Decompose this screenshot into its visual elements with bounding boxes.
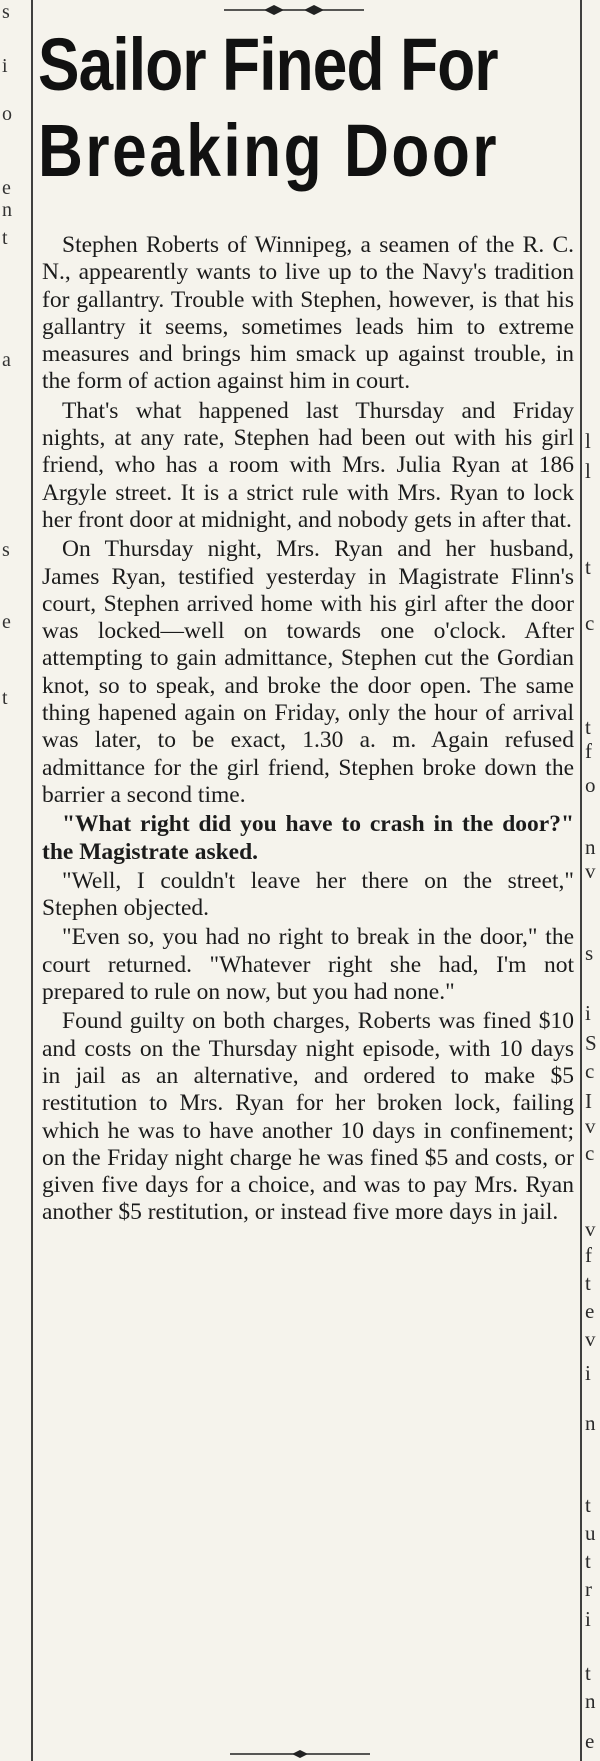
margin-char: t <box>2 687 8 709</box>
margin-char: s <box>2 1 10 23</box>
right-adjacent-column-fragment <box>584 0 600 1761</box>
top-dingbat-rule <box>224 2 364 18</box>
margin-char: c <box>585 611 595 635</box>
article-paragraph: On Thursday night, Mrs. Ryan and her husband, James Ryan, testified yesterday in Magistrate Flinn's court, Stephen arrived home with his girl after the door was locked—well on towards one o'clock. After attempting to gain admittance, Stephen cut the Gordian knot, so to speak, and broke the door open. The same thing hapened again on Friday, only the hour of arrival was later, to be exact, 1.30 a. m. Again refused admittance for the girl friend, Stephen broke down the barrier a second time. <box>42 536 574 808</box>
margin-char: c <box>585 1141 595 1165</box>
column-rule-left <box>31 0 33 1761</box>
margin-char: v <box>585 1327 596 1351</box>
margin-char: e <box>2 177 11 199</box>
margin-char: i <box>2 55 8 77</box>
margin-char: I <box>585 1089 592 1113</box>
margin-char: i <box>585 1607 591 1631</box>
margin-char: e <box>2 611 11 633</box>
margin-char: f <box>585 739 592 763</box>
article-paragraph-quote: "What right did you have to crash in the door?" the Magistrate asked. <box>42 811 574 865</box>
margin-char: o <box>2 103 12 125</box>
margin-char: v <box>585 1217 596 1241</box>
margin-char: t <box>585 715 591 739</box>
margin-char: r <box>585 1577 592 1601</box>
bottom-dingbat-rule <box>230 1750 370 1758</box>
article-paragraph-quote: "Even so, you had no right to break in the door," the court returned. "Whatever right she had, I'm not prepared to rule on now, but you had none." <box>42 924 574 1006</box>
margin-char: e <box>585 1729 595 1753</box>
margin-char: a <box>2 349 11 371</box>
margin-char: n <box>585 835 596 859</box>
margin-char: e <box>585 1299 595 1323</box>
article-paragraph: Stephen Roberts of Winnipeg, a seamen of the R. C. N., appearently wants to live up to the Navy's tradition for gallantry. Trouble with Stephen, however, is that his gallantry it seems, sometimes leads him to extreme measures and brings him smack up against trouble, in the form of action against him in court. <box>42 232 574 395</box>
margin-char: t <box>585 1271 591 1295</box>
margin-char: t <box>585 1549 591 1573</box>
margin-char: v <box>585 859 596 883</box>
margin-char: l <box>585 459 591 483</box>
margin-char: u <box>585 1521 596 1545</box>
left-adjacent-column-fragment <box>0 0 26 1761</box>
margin-char: i <box>585 1001 591 1025</box>
margin-char: c <box>585 1059 595 1083</box>
margin-char: t <box>585 555 591 579</box>
margin-char: n <box>2 199 12 221</box>
margin-char: t <box>585 1493 591 1517</box>
margin-char: f <box>585 1243 592 1267</box>
margin-char: n <box>585 1411 596 1435</box>
margin-char: n <box>585 1689 596 1713</box>
margin-char: s <box>2 539 10 561</box>
article-paragraph-quote: "Well, I couldn't leave her there on the street," Stephen objected. <box>42 867 574 922</box>
margin-char: s <box>585 941 594 965</box>
margin-char: v <box>585 1114 596 1138</box>
margin-char: l <box>585 429 591 453</box>
headline <box>38 22 500 194</box>
margin-char: i <box>585 1361 591 1385</box>
headline-line-2: Breaking Door <box>38 109 500 192</box>
margin-char: t <box>585 1661 591 1685</box>
margin-char: S <box>585 1031 597 1055</box>
article-paragraph-verdict: Found guilty on both charges, Roberts was fined $10 and costs on the Thursday night episode, with 10 days in jail as an alternative, and ordered to make $5 restitution to Mrs. Ryan for her broken lock, failing which he was to have another 10 days in confinement; on the Friday night charge he was fined $5 and costs, or given five days for a choice, and was to pay Mrs. Ryan another $5 restitution, or instead five more days in jail. <box>42 1008 574 1226</box>
article-paragraph: That's what happened last Thursday and Friday nights, at any rate, Stephen had been out with his girl friend, who has a room with Mrs. Julia Ryan at 186 Argyle street. It is a strict rule with Mrs. Ryan to lock her front door at midnight, and nobody gets in after that. <box>42 397 574 533</box>
headline-line-1: Sailor Fined For <box>38 23 498 106</box>
column-rule-right <box>580 0 582 1761</box>
margin-char: t <box>2 227 8 249</box>
margin-char: o <box>585 773 596 797</box>
article-body <box>42 232 574 1229</box>
